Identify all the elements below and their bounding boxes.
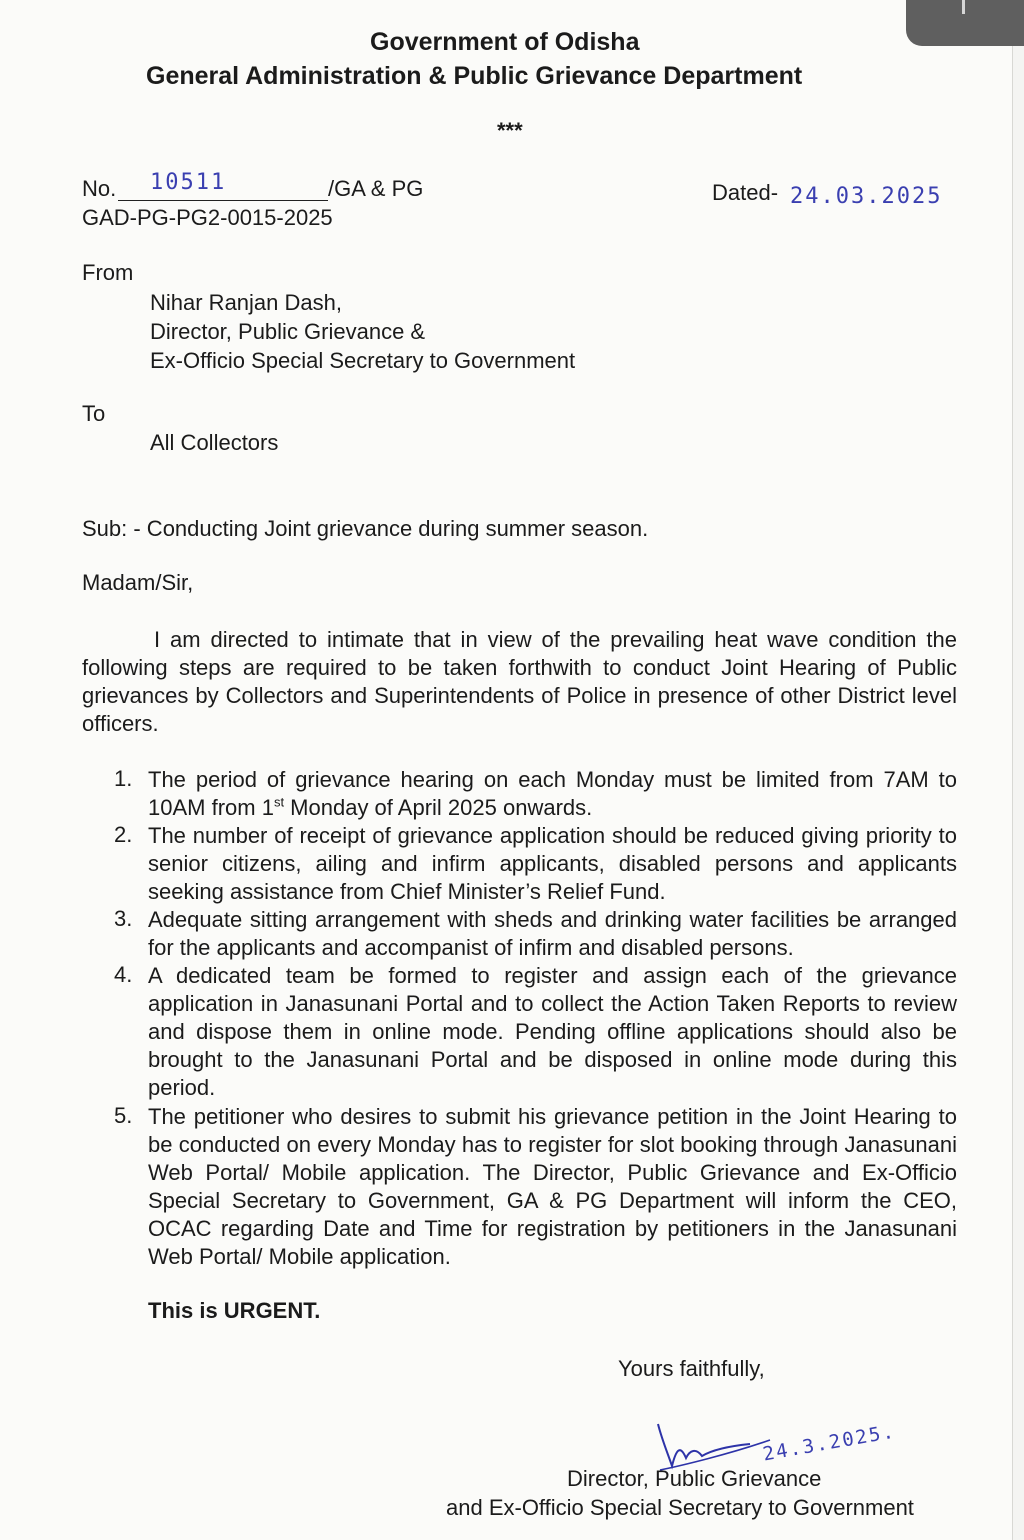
subject-line: Sub: - Conducting Joint grievance during summer season. <box>82 516 649 541</box>
signatory-designation: and Ex-Officio Special Secretary to Government <box>446 1495 914 1520</box>
list-item: The number of receipt of grievance application should be reduced giving priority to senior citizens, ailing and infirm applicants, disabled persons and applicants seeking assistance from Chief Minister’s Relief Fund. <box>148 823 957 904</box>
dated-handwritten: 24.03.2025 <box>790 184 943 209</box>
corner-overlay-tab <box>906 0 1024 46</box>
list-item: The petitioner who desires to submit his grievance petition in the Joint Hearing to be conducted on every Monday has to register for slot booking through Janasunani Web Portal/ Mobile application. The Director, Public Grievance and Ex-Officio Special Secretary to Government, GA & PG Department will inform the CEO, OCAC regarding Date and Time for registration by petitioners in the Janasunani Web Portal/ Mobile application. <box>148 1104 957 1269</box>
item-number: 1. <box>114 766 133 791</box>
header-separator: *** <box>497 118 523 143</box>
urgent-note: This is URGENT. <box>148 1298 321 1323</box>
from-label: From <box>82 260 134 285</box>
item-number: 5. <box>114 1103 133 1128</box>
from-line: Ex-Officio Special Secretary to Government <box>150 348 576 373</box>
government-title: Government of Odisha <box>370 28 640 56</box>
ref-no-prefix: No. <box>82 176 117 201</box>
signatory-designation: Director, Public Grievance <box>567 1466 822 1491</box>
ref-no-underline <box>118 200 328 201</box>
list-item: Adequate sitting arrangement with sheds and drinking water facilities be arranged for the applicants and accompanist of infirm and disabled persons. <box>148 907 957 960</box>
ref-no-suffix: /GA & PG <box>328 176 424 201</box>
department-title: General Administration & Public Grievance Department <box>146 62 803 90</box>
ref-no-handwritten: 10511 <box>150 170 227 195</box>
dated-label: Dated- <box>712 180 779 205</box>
to-recipient: All Collectors <box>150 430 279 455</box>
list-item: The period of grievance hearing on each Monday must be limited from 7AM to 10AM from 1st Monday of April 2025 onwards. <box>148 767 957 820</box>
list-item: A dedicated team be formed to register and assign each of the grievance application in Janasunani Portal and to collect the Action Taken Reports to review and dispose them in online mode. Pending offline applications should also be brought to the Janasunani Portal and be disposed in online mode during this period. <box>148 963 957 1100</box>
closing: Yours faithfully, <box>618 1356 765 1381</box>
file-number: GAD-PG-PG2-0015-2025 <box>82 205 333 230</box>
item-number: 2. <box>114 822 133 847</box>
salutation: Madam/Sir, <box>82 570 194 595</box>
signature-date: 24.3.2025. <box>761 1420 898 1466</box>
item-number: 4. <box>114 962 133 987</box>
intro-paragraph: I am directed to intimate that in view of the prevailing heat wave condition the following steps are required to be taken forthwith to conduct Joint Hearing of Public grievances by Collectors and Superintendents of Police in presence of other District level officers. <box>82 627 957 736</box>
to-label: To <box>82 401 106 426</box>
item-number: 3. <box>114 906 133 931</box>
from-line: Nihar Ranjan Dash, <box>150 290 342 315</box>
from-line: Director, Public Grievance & <box>150 319 426 344</box>
